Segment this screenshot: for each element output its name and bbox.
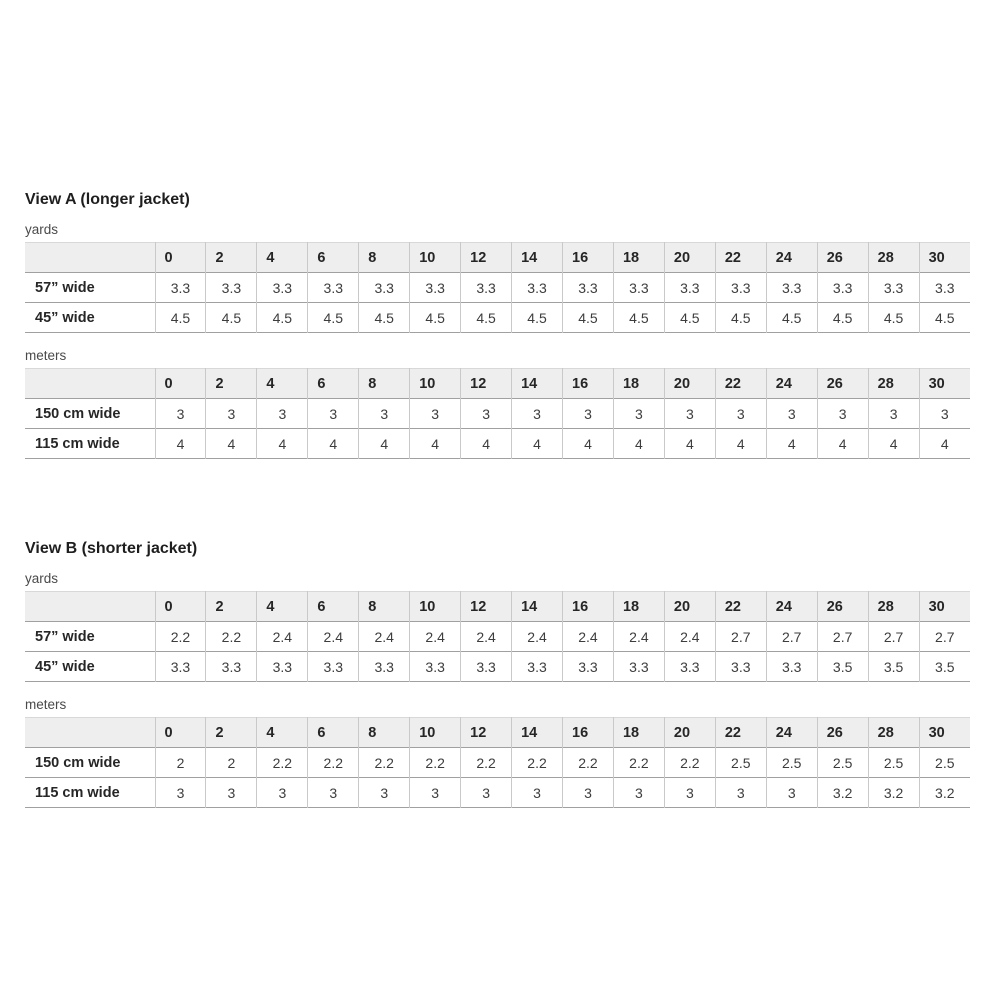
size-header-cell: 12	[461, 243, 512, 273]
yardage-value-cell: 2.4	[613, 622, 664, 652]
yardage-value-cell: 4	[410, 429, 461, 459]
yardage-value-cell: 2	[155, 748, 206, 778]
yardage-value-cell: 4.5	[817, 303, 868, 333]
size-header-cell: 10	[410, 243, 461, 273]
yardage-value-cell: 2.5	[817, 748, 868, 778]
size-header-cell: 4	[257, 369, 308, 399]
fabric-width-label: 115 cm wide	[35, 784, 120, 801]
size-header-cell: 22	[715, 243, 766, 273]
size-header-cell: 12	[461, 718, 512, 748]
yardage-value-cell: 3.3	[155, 652, 206, 682]
yardage-value-cell: 4.5	[868, 303, 919, 333]
unit-label-meters: meters	[25, 697, 67, 712]
yardage-value-cell: 3.3	[613, 273, 664, 303]
size-header-cell: 14	[512, 592, 563, 622]
yardage-value-cell: 3.3	[410, 273, 461, 303]
size-header-cell: 6	[308, 243, 359, 273]
yardage-value-cell: 3.3	[766, 273, 817, 303]
size-header-cell: 6	[308, 369, 359, 399]
view-b-meters-table	[25, 717, 970, 808]
size-header-cell: 24	[766, 718, 817, 748]
yardage-value-cell: 2.4	[308, 622, 359, 652]
yardage-value-cell: 2.7	[868, 622, 919, 652]
size-header-cell: 0	[155, 592, 206, 622]
size-header-cell: 28	[868, 718, 919, 748]
yardage-value-cell: 3	[766, 399, 817, 429]
yardage-value-cell: 3	[308, 778, 359, 808]
size-header-cell: 24	[766, 592, 817, 622]
yardage-value-cell: 3	[308, 399, 359, 429]
corner-cell	[25, 369, 155, 399]
yardage-value-cell: 3	[410, 399, 461, 429]
size-header-cell: 20	[664, 243, 715, 273]
yardage-value-cell: 3.3	[715, 652, 766, 682]
size-header-cell: 14	[512, 369, 563, 399]
size-header-cell: 2	[206, 718, 257, 748]
size-header-cell: 30	[919, 243, 970, 273]
yardage-value-cell: 3	[664, 399, 715, 429]
view-a-meters-table	[25, 368, 970, 459]
size-header-cell: 4	[257, 243, 308, 273]
yardage-value-cell: 2	[206, 748, 257, 778]
yardage-value-cell: 2.4	[257, 622, 308, 652]
yardage-value-cell: 2.4	[664, 622, 715, 652]
yardage-value-cell: 3.3	[206, 652, 257, 682]
size-header-cell: 22	[715, 718, 766, 748]
yardage-value-cell: 3	[563, 399, 614, 429]
yardage-value-cell: 2.2	[410, 748, 461, 778]
size-header-row	[25, 243, 970, 273]
fabric-width-label: 45” wide	[35, 309, 95, 326]
view-b-yards-table	[25, 591, 970, 682]
yardage-value-cell: 3.3	[512, 652, 563, 682]
yardage-value-cell: 2.4	[410, 622, 461, 652]
size-header-cell: 28	[868, 243, 919, 273]
yardage-value-cell: 3.3	[919, 273, 970, 303]
unit-label-yards: yards	[25, 222, 59, 237]
size-header-cell: 10	[410, 592, 461, 622]
yardage-value-cell: 3.2	[817, 778, 868, 808]
fabric-width-label: 115 cm wide	[35, 435, 120, 452]
yardage-value-cell: 3.5	[817, 652, 868, 682]
yardage-value-cell: 4	[155, 429, 206, 459]
yardage-value-cell: 3.3	[766, 652, 817, 682]
size-header-cell: 14	[512, 243, 563, 273]
yardage-value-cell: 4	[359, 429, 410, 459]
yardage-value-cell: 3	[155, 399, 206, 429]
size-header-cell: 30	[919, 369, 970, 399]
fabric-width-row	[25, 778, 970, 808]
size-header-cell: 14	[512, 718, 563, 748]
yardage-value-cell: 3	[410, 778, 461, 808]
yardage-value-cell: 3	[461, 399, 512, 429]
yardage-value-cell: 2.4	[461, 622, 512, 652]
fabric-width-label: 45” wide	[35, 658, 95, 675]
yardage-value-cell: 2.7	[715, 622, 766, 652]
fabric-width-row	[25, 748, 970, 778]
yardage-value-cell: 2.5	[868, 748, 919, 778]
yardage-value-cell: 2.7	[766, 622, 817, 652]
yardage-value-cell: 3	[359, 399, 410, 429]
yardage-value-cell: 4.5	[308, 303, 359, 333]
size-header-cell: 22	[715, 369, 766, 399]
yardage-value-cell: 4.5	[461, 303, 512, 333]
yardage-value-cell: 2.2	[206, 622, 257, 652]
size-header-cell: 2	[206, 592, 257, 622]
size-header-cell: 20	[664, 592, 715, 622]
size-header-cell: 20	[664, 718, 715, 748]
yardage-value-cell: 3	[206, 399, 257, 429]
fabric-width-label: 57” wide	[35, 628, 95, 645]
yardage-value-cell: 3	[257, 778, 308, 808]
yardage-value-cell: 3	[359, 778, 410, 808]
size-header-cell: 26	[817, 243, 868, 273]
yardage-value-cell: 4.5	[613, 303, 664, 333]
yardage-value-cell: 4	[817, 429, 868, 459]
size-header-cell: 8	[359, 718, 410, 748]
yardage-value-cell: 4.5	[715, 303, 766, 333]
yardage-value-cell: 3.3	[664, 273, 715, 303]
corner-cell	[25, 718, 155, 748]
yardage-value-cell: 4.5	[512, 303, 563, 333]
yardage-value-cell: 4.5	[664, 303, 715, 333]
fabric-width-row	[25, 303, 970, 333]
yardage-value-cell: 3	[715, 399, 766, 429]
yardage-value-cell: 2.2	[613, 748, 664, 778]
yardage-value-cell: 3.3	[308, 273, 359, 303]
yardage-value-cell: 3.3	[308, 652, 359, 682]
yardage-value-cell: 3.3	[817, 273, 868, 303]
yardage-value-cell: 2.2	[664, 748, 715, 778]
yardage-value-cell: 3	[715, 778, 766, 808]
yardage-value-cell: 4	[919, 429, 970, 459]
yardage-value-cell: 2.7	[817, 622, 868, 652]
yardage-value-cell: 2.4	[563, 622, 614, 652]
size-header-cell: 4	[257, 718, 308, 748]
yardage-value-cell: 3.5	[919, 652, 970, 682]
size-header-cell: 18	[613, 243, 664, 273]
yardage-value-cell: 3.5	[868, 652, 919, 682]
yardage-value-cell: 3.3	[257, 273, 308, 303]
yardage-value-cell: 3	[461, 778, 512, 808]
yardage-value-cell: 3.3	[410, 652, 461, 682]
yardage-value-cell: 3.3	[563, 652, 614, 682]
fabric-width-row	[25, 273, 970, 303]
corner-cell	[25, 243, 155, 273]
size-header-cell: 24	[766, 369, 817, 399]
yardage-value-cell: 3.3	[257, 652, 308, 682]
yardage-value-cell: 3.3	[563, 273, 614, 303]
size-header-cell: 4	[257, 592, 308, 622]
yardage-value-cell: 2.2	[257, 748, 308, 778]
size-header-cell: 0	[155, 369, 206, 399]
yardage-value-cell: 2.7	[919, 622, 970, 652]
yardage-value-cell: 4.5	[563, 303, 614, 333]
yardage-value-cell: 2.5	[715, 748, 766, 778]
size-header-cell: 16	[563, 718, 614, 748]
yardage-value-cell: 3.3	[512, 273, 563, 303]
size-header-cell: 8	[359, 592, 410, 622]
size-header-cell: 28	[868, 592, 919, 622]
size-header-cell: 12	[461, 592, 512, 622]
yardage-value-cell: 4.5	[206, 303, 257, 333]
yardage-value-cell: 2.2	[461, 748, 512, 778]
yardage-value-cell: 4	[664, 429, 715, 459]
yardage-value-cell: 2.5	[919, 748, 970, 778]
size-header-cell: 30	[919, 592, 970, 622]
yardage-value-cell: 3	[613, 399, 664, 429]
size-header-cell: 12	[461, 369, 512, 399]
size-header-cell: 8	[359, 243, 410, 273]
size-header-cell: 10	[410, 369, 461, 399]
yardage-value-cell: 3	[512, 778, 563, 808]
yardage-value-cell: 3	[766, 778, 817, 808]
yardage-value-cell: 3	[563, 778, 614, 808]
size-header-cell: 26	[817, 592, 868, 622]
size-header-cell: 18	[613, 369, 664, 399]
yardage-value-cell: 3.3	[155, 273, 206, 303]
size-header-cell: 10	[410, 718, 461, 748]
yardage-value-cell: 2.2	[155, 622, 206, 652]
yardage-value-cell: 3.3	[715, 273, 766, 303]
yardage-value-cell: 2.2	[359, 748, 410, 778]
size-header-cell: 2	[206, 369, 257, 399]
yardage-value-cell: 3	[257, 399, 308, 429]
size-header-row	[25, 592, 970, 622]
yardage-value-cell: 3.3	[461, 273, 512, 303]
fabric-width-row	[25, 399, 970, 429]
yardage-value-cell: 3	[613, 778, 664, 808]
yardage-value-cell: 2.2	[308, 748, 359, 778]
yardage-value-cell: 3.3	[613, 652, 664, 682]
yardage-value-cell: 3.2	[919, 778, 970, 808]
yardage-value-cell: 4	[868, 429, 919, 459]
yardage-value-cell: 4	[512, 429, 563, 459]
yardage-value-cell: 2.2	[563, 748, 614, 778]
size-header-row	[25, 718, 970, 748]
size-header-cell: 30	[919, 718, 970, 748]
size-header-cell: 2	[206, 243, 257, 273]
view-a-section	[25, 191, 970, 459]
yardage-value-cell: 3.2	[868, 778, 919, 808]
corner-cell	[25, 592, 155, 622]
yardage-value-cell: 4	[308, 429, 359, 459]
fabric-width-label: 150 cm wide	[35, 405, 121, 422]
size-header-cell: 20	[664, 369, 715, 399]
yardage-value-cell: 4	[563, 429, 614, 459]
fabric-width-label: 57” wide	[35, 279, 95, 296]
size-header-cell: 28	[868, 369, 919, 399]
size-header-cell: 16	[563, 243, 614, 273]
yardage-value-cell: 4	[257, 429, 308, 459]
size-header-cell: 8	[359, 369, 410, 399]
size-header-cell: 16	[563, 592, 614, 622]
view-b-title: View B (shorter jacket)	[25, 540, 198, 557]
yardage-value-cell: 4	[766, 429, 817, 459]
size-header-row	[25, 369, 970, 399]
yardage-value-cell: 4	[715, 429, 766, 459]
size-header-cell: 22	[715, 592, 766, 622]
yardage-value-cell: 3	[512, 399, 563, 429]
yardage-value-cell: 4.5	[257, 303, 308, 333]
unit-label-yards: yards	[25, 571, 59, 586]
yardage-value-cell: 3	[817, 399, 868, 429]
fabric-width-label: 150 cm wide	[35, 754, 121, 771]
yardage-value-cell: 4.5	[766, 303, 817, 333]
size-header-cell: 18	[613, 718, 664, 748]
fabric-width-row	[25, 652, 970, 682]
size-header-cell: 26	[817, 369, 868, 399]
size-header-cell: 24	[766, 243, 817, 273]
size-header-cell: 18	[613, 592, 664, 622]
yardage-value-cell: 2.2	[512, 748, 563, 778]
yardage-value-cell: 3.3	[868, 273, 919, 303]
yardage-value-cell: 4.5	[919, 303, 970, 333]
size-header-cell: 0	[155, 718, 206, 748]
size-header-cell: 16	[563, 369, 614, 399]
yardage-value-cell: 4	[461, 429, 512, 459]
yardage-value-cell: 3	[868, 399, 919, 429]
yardage-value-cell: 3.3	[664, 652, 715, 682]
fabric-requirements-page	[25, 0, 970, 823]
yardage-value-cell: 3	[155, 778, 206, 808]
yardage-value-cell: 4.5	[410, 303, 461, 333]
yardage-value-cell: 2.4	[512, 622, 563, 652]
size-header-cell: 6	[308, 718, 359, 748]
yardage-value-cell: 4	[206, 429, 257, 459]
size-header-cell: 6	[308, 592, 359, 622]
yardage-value-cell: 2.4	[359, 622, 410, 652]
fabric-width-row	[25, 429, 970, 459]
view-a-yards-table	[25, 242, 970, 333]
size-header-cell: 26	[817, 718, 868, 748]
size-header-cell: 0	[155, 243, 206, 273]
yardage-value-cell: 3	[206, 778, 257, 808]
view-b-section	[25, 474, 970, 808]
view-a-title: View A (longer jacket)	[25, 191, 190, 208]
yardage-value-cell: 3.3	[359, 652, 410, 682]
yardage-value-cell: 3.3	[461, 652, 512, 682]
yardage-value-cell: 4	[613, 429, 664, 459]
fabric-width-row	[25, 622, 970, 652]
yardage-value-cell: 3	[919, 399, 970, 429]
yardage-value-cell: 4.5	[155, 303, 206, 333]
yardage-value-cell: 2.5	[766, 748, 817, 778]
yardage-value-cell: 3.3	[359, 273, 410, 303]
yardage-value-cell: 3	[664, 778, 715, 808]
yardage-value-cell: 4.5	[359, 303, 410, 333]
yardage-value-cell: 3.3	[206, 273, 257, 303]
unit-label-meters: meters	[25, 348, 67, 363]
